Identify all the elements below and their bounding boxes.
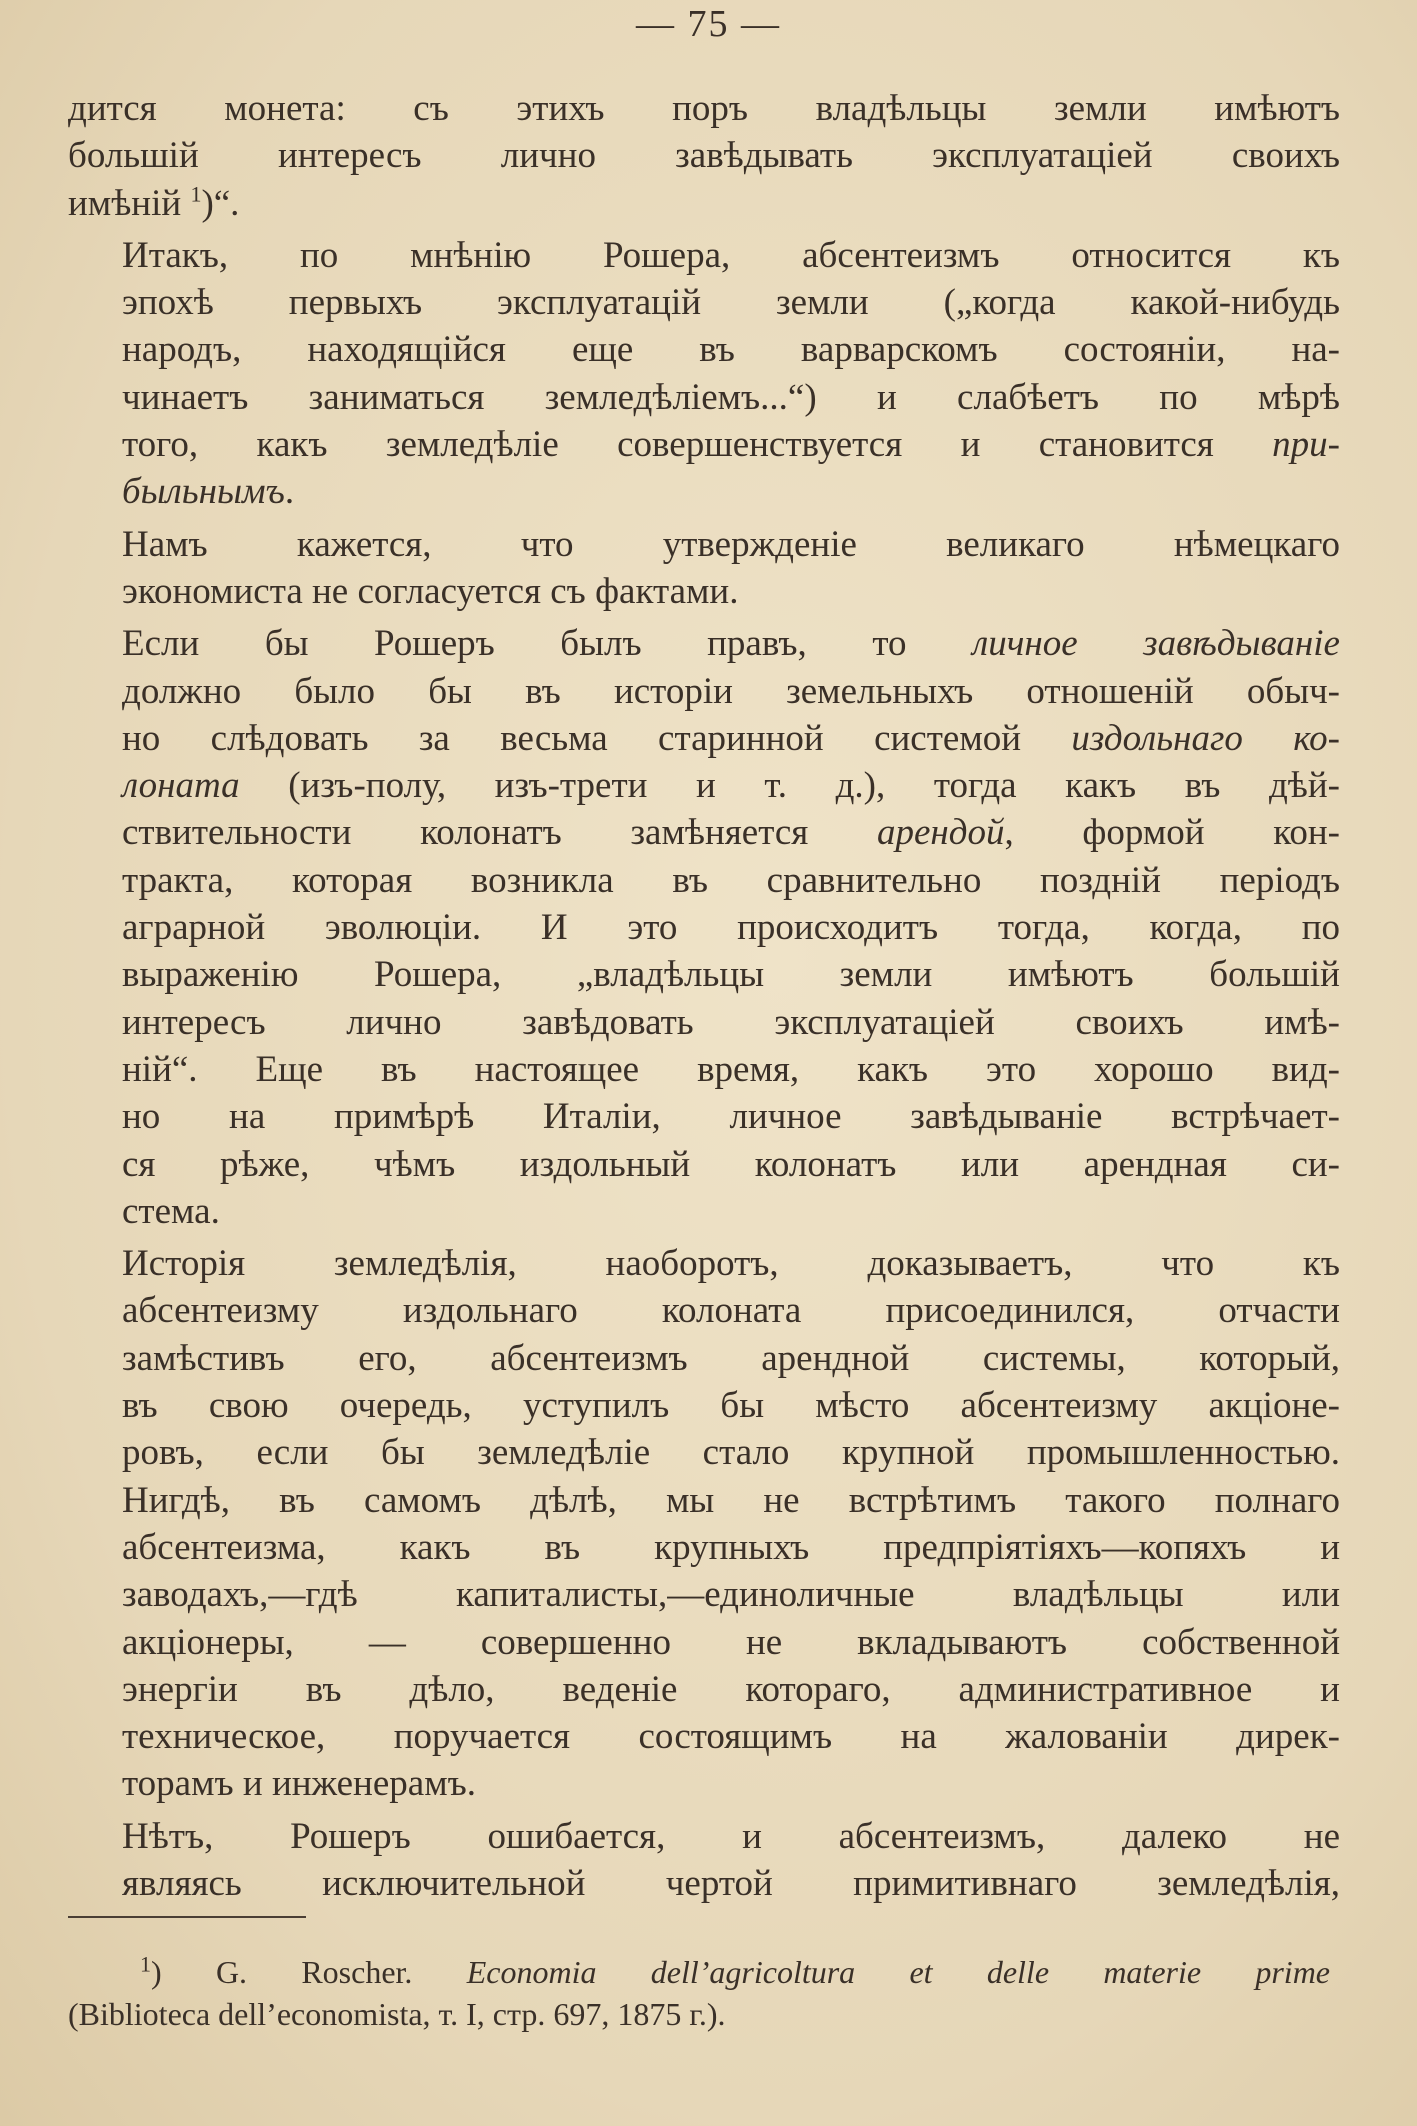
text-line: [68, 279, 1340, 326]
text-run: стема.: [122, 1190, 220, 1232]
paragraph: [68, 85, 1340, 227]
text-run: )“.: [201, 182, 240, 224]
text-run: абсентеизма, какъ въ крупныхъ предпріятіяхъ—копяхъ и: [122, 1526, 1340, 1568]
text-line: [68, 421, 1340, 468]
text-line: [68, 232, 1340, 279]
text-run: заводахъ,—гдѣ капиталисты,—единоличные владѣльцы или: [122, 1574, 1340, 1616]
text-run: , формой кон-: [1004, 812, 1340, 854]
text-run: .: [284, 471, 295, 513]
text-run: Нѣтъ, Рошеръ ошибается, и абсентеизмъ, далеко не: [122, 1815, 1340, 1857]
text-run: акціонеры, — совершенно не вкладываютъ собственной: [122, 1621, 1340, 1663]
text-run: но слѣдовать за весьма старинной системой: [122, 717, 1072, 759]
text-run: выраженію Рошера, „владѣльцы земли имѣютъ большій: [122, 954, 1340, 996]
footnote: [68, 1951, 1330, 2035]
text-line: [68, 1046, 1340, 1093]
text-line: [68, 1813, 1340, 1860]
text-run: Нигдѣ, въ самомъ дѣлѣ, мы не встрѣтимъ такого полнаго: [122, 1479, 1340, 1521]
text-run: ) G. Roscher.: [151, 1954, 467, 1990]
text-line: [68, 85, 1340, 132]
text-line: [68, 1760, 1340, 1807]
body-text: [68, 85, 1340, 1907]
text-run: Исторія земледѣлія, наоборотъ, доказываетъ, что къ: [122, 1243, 1340, 1285]
text-run: являясь исключительной чертой примитивнаго земледѣлія,: [122, 1862, 1340, 1904]
text-line: [68, 374, 1340, 421]
text-line: [68, 1619, 1340, 1666]
text-line: [68, 1571, 1340, 1618]
text-line: [68, 1713, 1340, 1760]
text-line: [68, 1335, 1340, 1382]
paragraph: [68, 620, 1340, 1235]
text-run: эпохѣ первыхъ эксплуатацій земли („когда какой-нибудь: [122, 282, 1340, 324]
text-run: большій интересъ лично завѣдывать эксплуатаціей своихъ: [68, 135, 1340, 177]
text-run: ся рѣже, чѣмъ издольный колонатъ или арендная си-: [122, 1143, 1340, 1185]
text-run: энергіи въ дѣло, веденіе котораго, административное и: [122, 1668, 1340, 1710]
footnote-line: [68, 1993, 1330, 2035]
footnote-marker: 1: [190, 181, 202, 207]
italic-text: издольнаго ко-: [1071, 717, 1340, 759]
italic-text: личное завѣдываніе: [972, 623, 1340, 665]
text-line: [68, 132, 1340, 179]
text-run: абсентеизму издольнаго колоната присоединился, отчасти: [122, 1290, 1340, 1332]
text-line: [68, 1141, 1340, 1188]
text-line: [68, 809, 1340, 856]
text-line: [68, 1240, 1340, 1287]
text-line: [68, 620, 1340, 667]
text-line: [68, 1524, 1340, 1571]
text-run: Если бы Рошеръ былъ правъ, то: [122, 623, 973, 665]
text-line: [68, 1382, 1340, 1429]
italic-text: Economia dell’agricoltura et delle materie prime: [466, 1954, 1331, 1990]
text-run: но на примѣрѣ Италіи, личное завѣдываніе встрѣчает-: [122, 1096, 1340, 1138]
footnote-marker: 1: [140, 1951, 151, 1977]
text-line: [68, 762, 1340, 809]
text-line: [68, 1860, 1340, 1907]
text-line: [68, 1666, 1340, 1713]
footnote-divider: [68, 1916, 306, 1918]
text-run: Итакъ, по мнѣнію Рошера, абсентеизмъ относится къ: [122, 234, 1340, 276]
text-run: Намъ кажется, что утвержденіе великаго нѣмецкаго: [122, 523, 1340, 565]
text-run: тракта, которая возникла въ сравнительно поздній періодъ: [122, 859, 1340, 901]
text-run: дится монета: съ этихъ поръ владѣльцы земли имѣютъ: [68, 88, 1340, 129]
page-number: — 75 —: [636, 3, 781, 45]
text-run: (изъ-полу, изъ-трети и т. д.), тогда какъ въ дѣй-: [239, 765, 1340, 807]
text-run: ній“. Еще въ настоящее время, какъ это хорошо вид-: [122, 1048, 1340, 1090]
text-run: народъ, находящійся еще въ варварскомъ состояніи, на-: [122, 329, 1340, 371]
text-run: (Biblioteca dell’economista, т. I, стр. 697, 1875 г.).: [68, 1996, 726, 2032]
text-run: ствительности колонатъ замѣняется: [122, 812, 877, 854]
paragraph: [68, 521, 1340, 616]
text-run: интересъ лично завѣдовать эксплуатаціей своихъ имѣ-: [122, 1001, 1340, 1043]
text-run: торамъ и инженерамъ.: [122, 1763, 476, 1805]
text-run: ровъ, если бы земледѣліе стало крупной промышленностью.: [122, 1432, 1340, 1474]
text-line: [68, 568, 1340, 615]
text-run: имѣній: [68, 182, 191, 224]
text-line: [68, 1287, 1340, 1334]
text-line: [68, 1477, 1340, 1524]
text-line: [68, 1093, 1340, 1140]
text-run: должно было бы въ исторіи земельныхъ отношеній обыч-: [122, 670, 1340, 712]
text-line: [68, 999, 1340, 1046]
text-line: [68, 1188, 1340, 1235]
italic-text: арендой: [876, 812, 1005, 854]
italic-text: при-: [1272, 424, 1340, 466]
text-line: [68, 904, 1340, 951]
italic-text: быльнымъ: [122, 471, 285, 513]
text-run: экономиста не согласуется съ фактами.: [122, 570, 739, 612]
footnote-line: [68, 1951, 1330, 1993]
text-line: [68, 1429, 1340, 1476]
italic-text: лоната: [122, 765, 240, 807]
paragraph: [68, 1240, 1340, 1808]
text-run: техническое, поручается состоящимъ на жалованіи дирек-: [122, 1716, 1340, 1758]
text-line: [68, 326, 1340, 373]
paragraph: [68, 1813, 1340, 1908]
text-line: [68, 468, 1340, 515]
text-line: [68, 951, 1340, 998]
text-line: [68, 668, 1340, 715]
text-run: въ свою очередь, уступилъ бы мѣсто абсентеизму акціоне-: [122, 1385, 1340, 1427]
paragraph: [68, 232, 1340, 516]
text-run: чинаетъ заниматься земледѣліемъ...“) и слабѣетъ по мѣрѣ: [122, 376, 1340, 418]
text-run: того, какъ земледѣліе совершенствуется и становится: [122, 424, 1273, 466]
text-line: [68, 715, 1340, 762]
text-line: [68, 180, 1340, 227]
text-line: [68, 857, 1340, 904]
text-run: аграрной эволюціи. И это происходитъ тогда, когда, по: [122, 907, 1340, 949]
text-run: замѣстивъ его, абсентеизмъ арендной системы, который,: [122, 1337, 1340, 1379]
text-line: [68, 521, 1340, 568]
